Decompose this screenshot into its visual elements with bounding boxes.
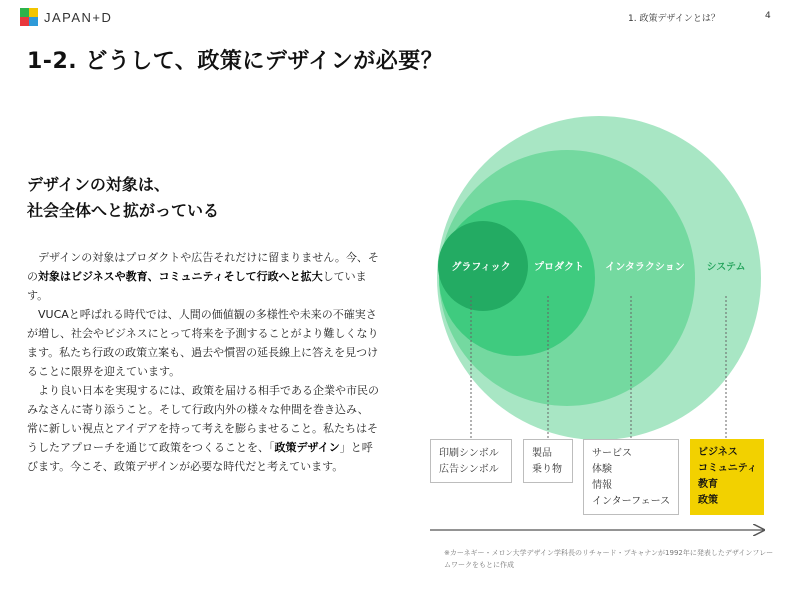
body-paragraph-2: VUCAと呼ばれる時代では、人間の価値観の多様性や未来の不確実さが増し、社会やビジネスにとって将来を予測することがより難しくなります。私たち行政の政策立案も、過去や慣習の延長線上に答えを見つけることに限界を迎えています。 bbox=[27, 308, 379, 378]
subheading-line-1: デザインの対象は、 bbox=[27, 175, 170, 194]
box-graphic-examples: 印刷シンボル 広告シンボル bbox=[430, 439, 512, 483]
footnote: ※カーネギー・メロン大学デザイン学科長のリチャード・ブキャナンが1992年に発表したデザインフレームワークをもとに作成 bbox=[444, 549, 774, 569]
page-number: 4 bbox=[765, 11, 771, 21]
box-system-examples: ビジネス コミュニティ 教育 政策 bbox=[690, 439, 764, 515]
page-title: 1-2. どうして、政策にデザインが必要？ bbox=[27, 49, 444, 74]
box-product-examples: 製品 乗り物 bbox=[523, 439, 573, 483]
body-paragraph-1: デザインの対象はプロダクトや広告それだけに留まりません。今、その対象はビジネスや教育、コミュニティそして行政へと拡大しています。 bbox=[27, 251, 379, 302]
emphasis-expansion: 対象はビジネスや教育、コミュニティそして行政へと拡大 bbox=[38, 270, 323, 283]
subheading-line-2: 社会全体へと拡がっている bbox=[27, 201, 220, 220]
body-paragraph-3: より良い日本を実現するには、政策を届ける相手である企業や市民のみなさんに寄り添うこと。そして行政内外の様々な仲間を巻き込み、常に新しい視点とアイデアを持って考えを膨らませること。私たちはそうしたアプローチを通じて政策をつくることを、「政策デザイン」と呼びます。今こそ、政策デザインが必要な時代だと考えています。 bbox=[27, 384, 379, 473]
logo-text: JAPAN+D bbox=[44, 9, 113, 25]
circle-label-product: プロダクト bbox=[534, 262, 584, 273]
circle-label-graphic: グラフィック bbox=[451, 262, 511, 273]
section-label: 1. 政策デザインとは？ bbox=[628, 14, 720, 24]
circle-label-system: システム bbox=[706, 262, 746, 273]
box-interaction-examples: サービス 体験 情報 インターフェース bbox=[583, 439, 679, 515]
emphasis-policy-design: 政策デザイン bbox=[274, 441, 340, 454]
circle-label-interaction: インタラクション bbox=[605, 262, 685, 273]
